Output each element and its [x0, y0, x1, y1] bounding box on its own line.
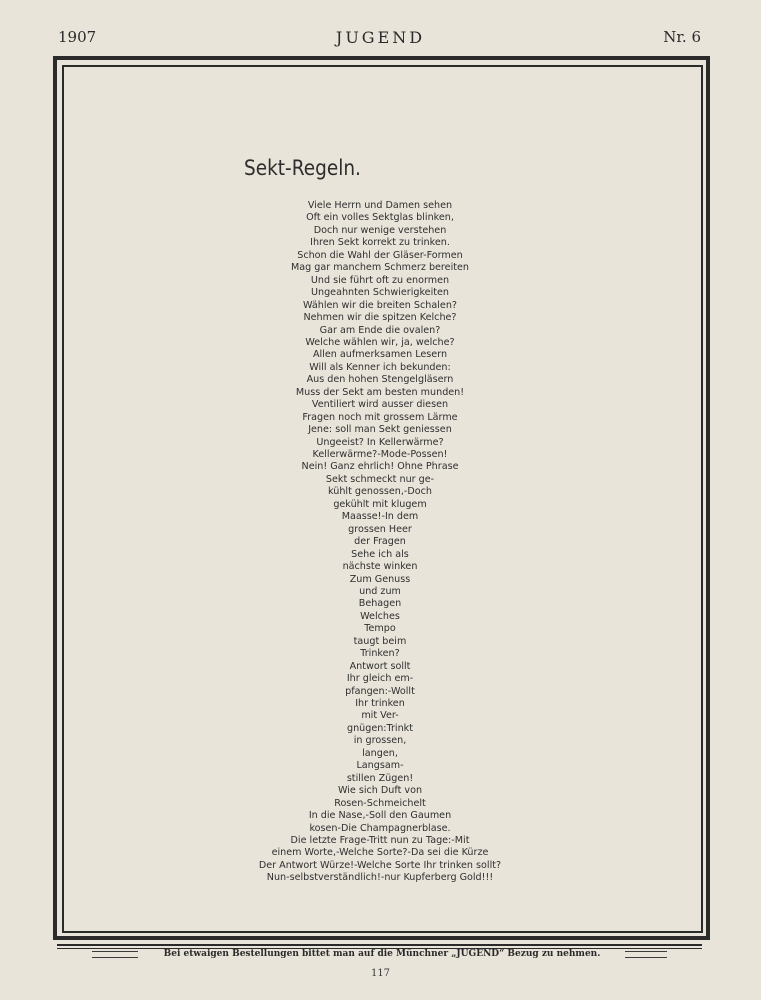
poem-line: Wählen wir die breiten Schalen?: [303, 299, 457, 311]
poem-line: Zum Genuss: [349, 573, 411, 585]
poem-line: Welches: [360, 610, 400, 622]
poem-line: Gar am Ende die ovalen?: [319, 324, 441, 336]
poem-line: Muss der Sekt am besten munden!: [295, 386, 465, 398]
poem-line: gnügen:Trinkt: [346, 722, 413, 734]
poem-line: Ungeeist? In Kellerwärme?: [316, 436, 444, 448]
poem-line: Ihr gleich em-: [346, 673, 414, 685]
poem-line: Sekt schmeckt nur ge-: [325, 473, 435, 485]
poem-line: Jene: soll man Sekt geniessen: [308, 424, 452, 436]
poem-line: Langsam-: [356, 760, 404, 772]
poem-line: Nein! Ganz ehrlich! Ohne Phrase: [301, 461, 459, 473]
poem-line: Fragen noch mit grossem Lärme: [302, 411, 458, 423]
poem-line: Maasse!-In dem: [341, 511, 419, 523]
poem-line: Trinken?: [360, 648, 400, 660]
page-number: 117: [370, 968, 391, 979]
poem-line: Behagen: [358, 598, 402, 610]
notice-right-ornament: [625, 951, 667, 958]
poem-line: mit Ver-: [361, 710, 399, 722]
poem-line: kühlt genossen,-Doch: [328, 486, 432, 498]
poem-line: Antwort sollt: [349, 660, 411, 672]
poem-line: Mag gar manchem Schmerz bereiten: [291, 262, 469, 274]
poem-line: einem Worte,-Welche Sorte?-Da sei die Kürze: [271, 847, 489, 859]
poem-line: Will als Kenner ich bekunden:: [309, 361, 451, 373]
poem-line: Rosen-Schmeichelt: [334, 797, 426, 809]
poem-line: Sehe ich als: [351, 548, 409, 560]
poem-line: Welche wählen wir, ja, welche?: [305, 336, 455, 348]
poem-line: und zum: [359, 585, 401, 597]
poem-line: Ihr trinken: [355, 698, 405, 709]
poem-line: Ungeahnten Schwierigkeiten: [310, 287, 449, 299]
issue-number: Nr. 6: [663, 28, 701, 46]
year: 1907: [58, 28, 97, 46]
poem-line: Die letzte Frage-Tritt nun zu Tage:-Mit: [290, 834, 470, 846]
poem-line: Und sie führt oft zu enormen: [310, 274, 450, 286]
poem-line: taugt beim: [353, 635, 407, 647]
poem-line: Viele Herrn und Damen sehen: [307, 200, 453, 211]
poem-line: Ihren Sekt korrekt zu trinken.: [310, 237, 450, 249]
poem-title: Sekt-Regeln.: [244, 156, 361, 180]
poem-line: Wie sich Duft von: [337, 785, 423, 797]
poem-line: Allen aufmerksamen Lesern: [312, 349, 448, 361]
poem-line: grossen Heer: [348, 523, 412, 535]
poem-line: Doch nur wenige verstehen: [313, 224, 447, 236]
masthead: JUGEND: [335, 28, 426, 47]
poem-line: pfangen:-Wollt: [345, 685, 415, 697]
poem-line: langen,: [362, 747, 398, 759]
poem-line: stillen Zügen!: [346, 772, 414, 784]
poem-line: nächste winken: [342, 561, 418, 573]
poem-line: Schon die Wahl der Gläser-Formen: [297, 249, 463, 261]
poem-line: Oft ein volles Sektglas blinken,: [306, 212, 454, 224]
poem-line: Nehmen wir die spitzen Kelche?: [303, 312, 457, 324]
poem-line: in grossen,: [353, 735, 407, 747]
poem-line: kosen-Die Champagnerblase.: [309, 822, 451, 834]
poem-line: Aus den hohen Stengelgläsern: [306, 374, 454, 386]
poem-line: Nun-selbstverständlich!-nur Kupferberg Gold!!!: [266, 872, 494, 884]
order-notice-text: Bei etwaigen Bestellungen bittet man auf die Münchner „JUGEND“ Bezug zu nehmen.: [163, 949, 601, 959]
bottom-rule: [57, 944, 702, 946]
running-head: [0, 28, 761, 52]
notice-left-ornament: [92, 951, 138, 958]
poem-line: Tempo: [364, 623, 396, 635]
poem-line: gekühlt mit klugem: [333, 498, 427, 510]
order-notice: [92, 947, 667, 963]
poem-line: der Fragen: [354, 536, 406, 548]
poem-line: Kellerwärme?-Mode-Possen!: [312, 449, 448, 460]
poem-line: Ventiliert wird ausser diesen: [311, 399, 449, 411]
poem-line: In die Nase,-Soll den Gaumen: [308, 810, 452, 822]
poem-line: Der Antwort Würze!-Welche Sorte Ihr trinken sollt?: [258, 859, 502, 871]
